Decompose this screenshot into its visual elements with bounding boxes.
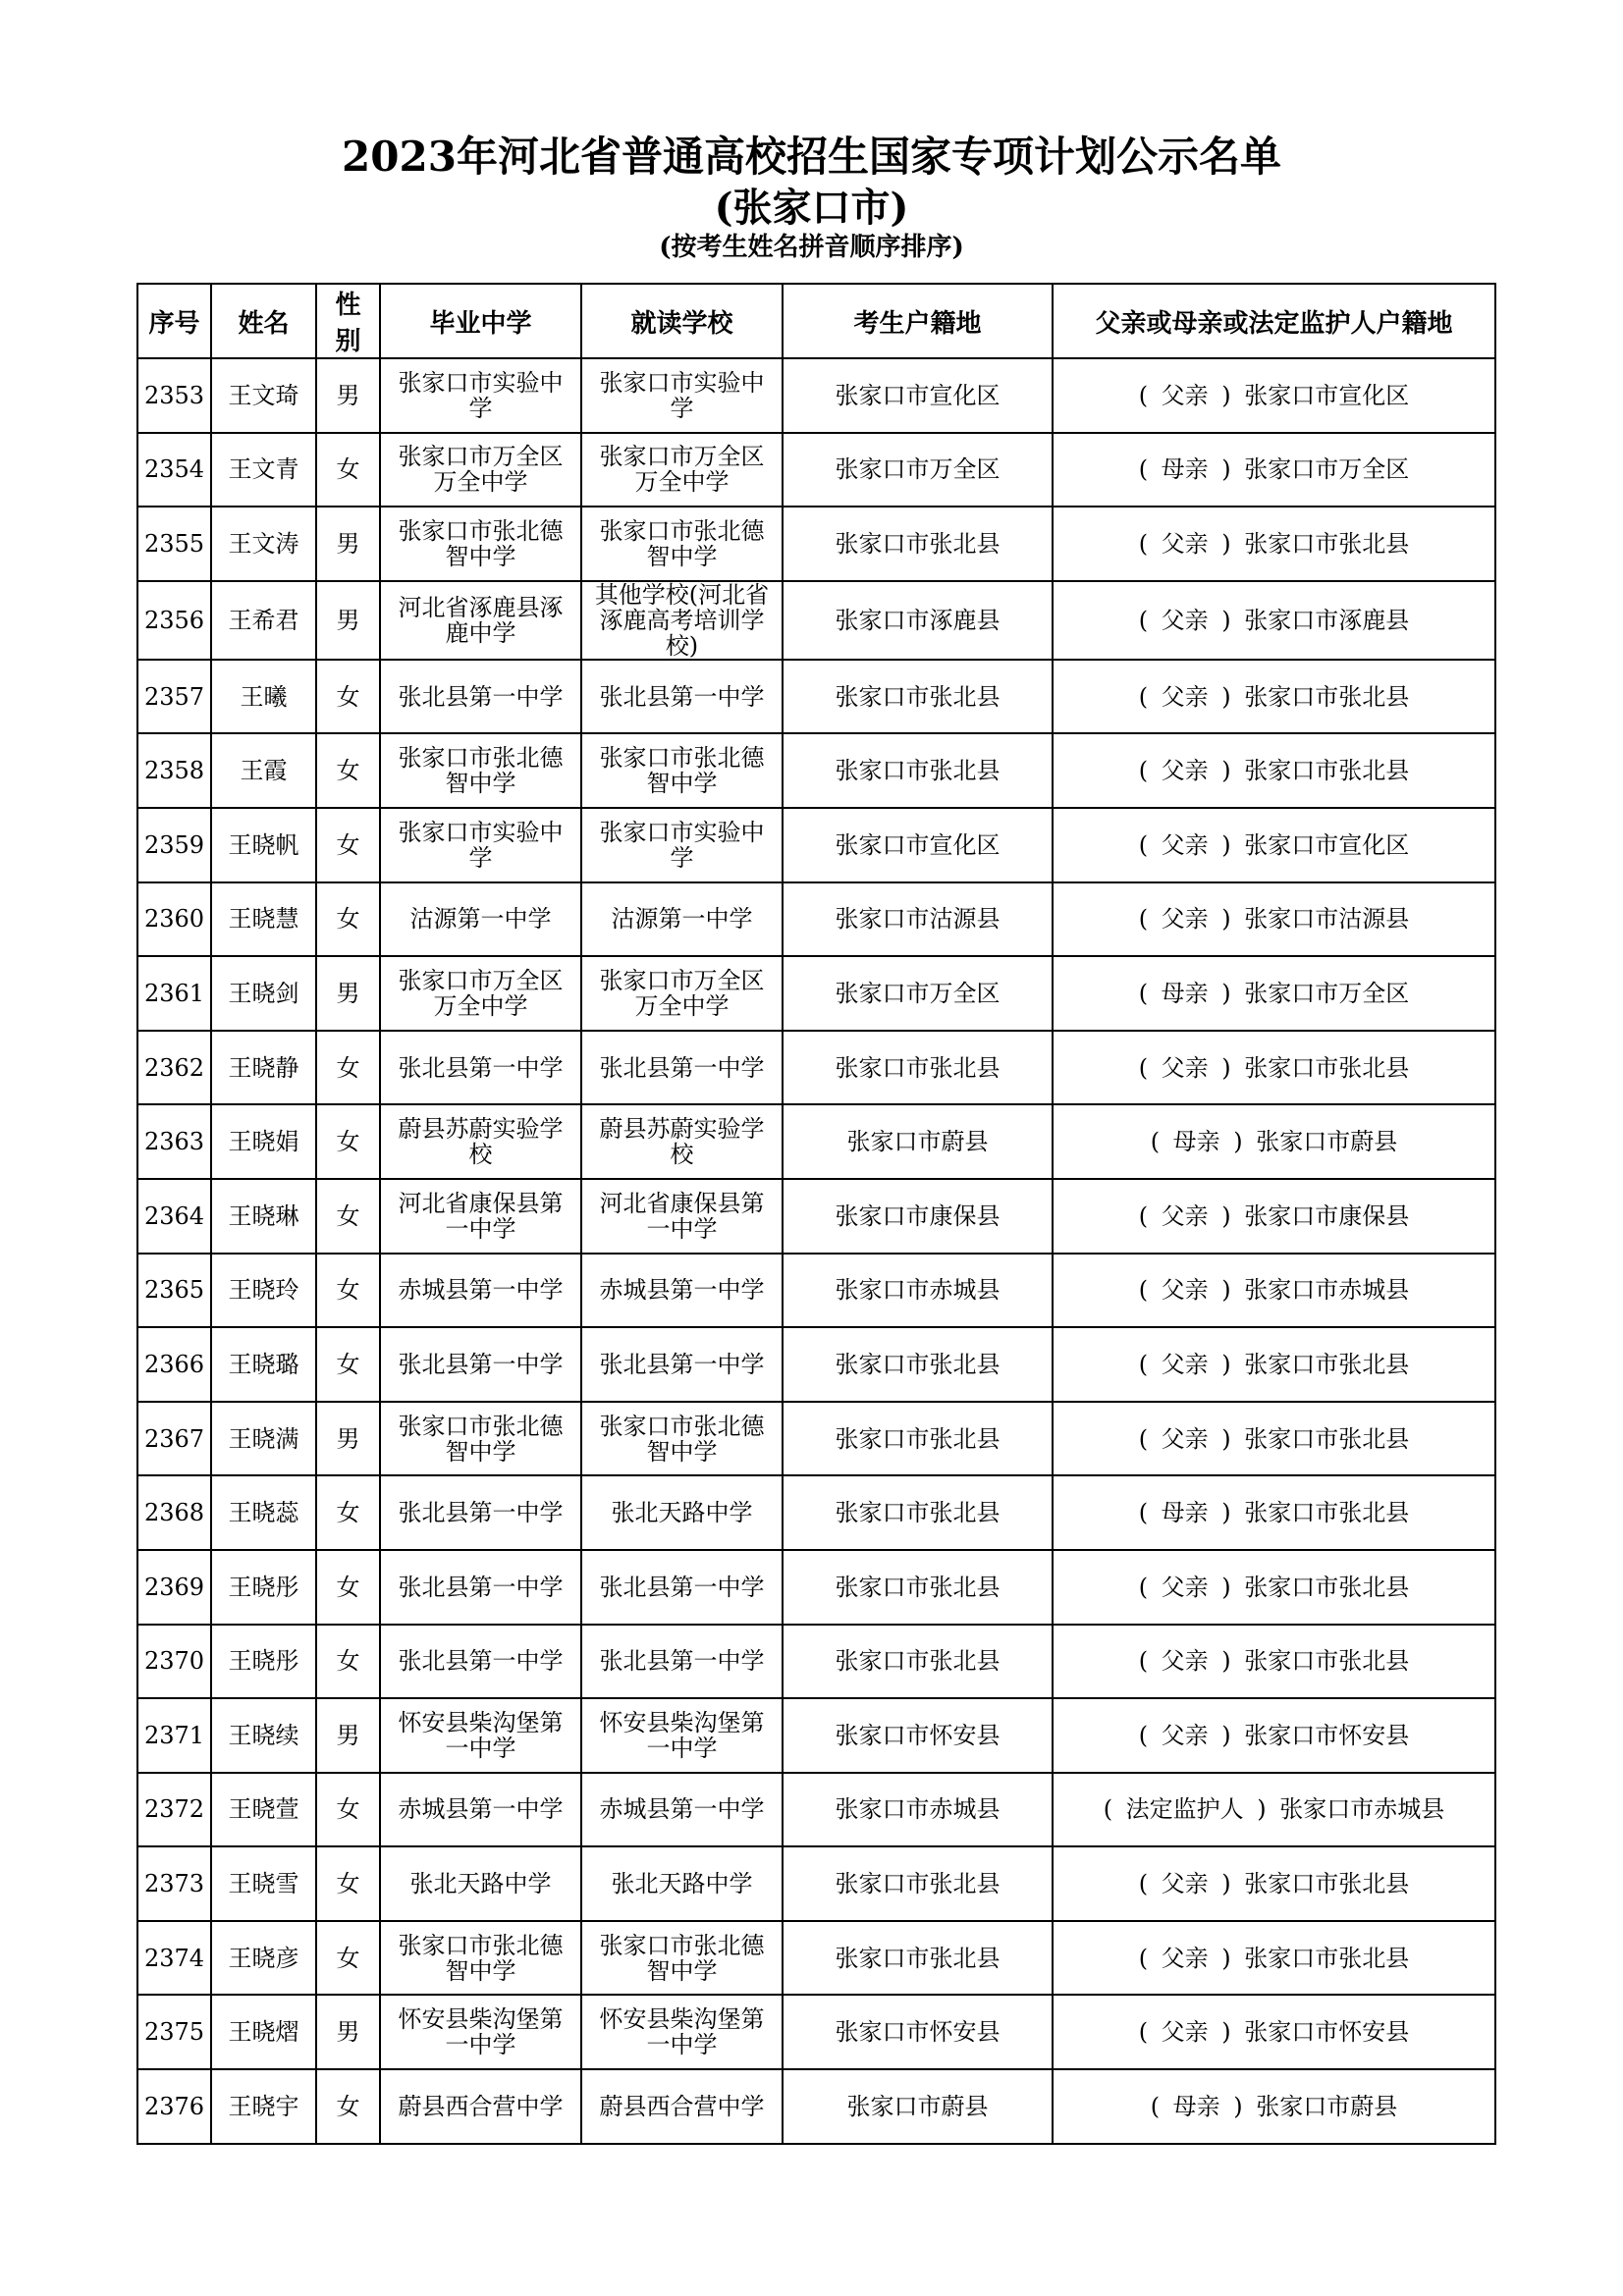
- sort-note: (按考生姓名拼音顺序排序): [659, 233, 964, 262]
- cell-no: 2374: [137, 1921, 211, 1996]
- cell-current-school: 沽源第一中学: [581, 882, 783, 957]
- cell-hukou: 张家口市赤城县: [783, 1773, 1053, 1847]
- cell-current-school: 张家口市张北德智中学: [581, 733, 783, 808]
- cell-grad-school: 张北县第一中学: [380, 1327, 581, 1402]
- cell-guardian-hukou: ( 父亲 ) 张家口市赤城县: [1053, 1254, 1495, 1328]
- cell-name: 王希君: [211, 581, 316, 660]
- cell-hukou: 张家口市赤城县: [783, 1254, 1053, 1328]
- table-row: [137, 1327, 1495, 1402]
- cell-name: 王晓璐: [211, 1327, 316, 1402]
- cell-gender: 男: [316, 1995, 380, 2069]
- cell-grad-school: 怀安县柴沟堡第一中学: [380, 1995, 581, 2069]
- cell-hukou: 张家口市张北县: [783, 1550, 1053, 1625]
- cell-guardian-hukou: ( 母亲 ) 张家口市蔚县: [1053, 2069, 1495, 2144]
- cell-guardian-hukou: ( 父亲 ) 张家口市张北县: [1053, 1402, 1495, 1476]
- cell-gender: 女: [316, 733, 380, 808]
- cell-gender: 女: [316, 1846, 380, 1921]
- cell-name: 王晓雪: [211, 1846, 316, 1921]
- cell-guardian-hukou: ( 父亲 ) 张家口市张北县: [1053, 1327, 1495, 1402]
- cell-hukou: 张家口市张北县: [783, 1846, 1053, 1921]
- cell-current-school: 张家口市万全区万全中学: [581, 433, 783, 507]
- cell-no: 2372: [137, 1773, 211, 1847]
- cell-grad-school: 张家口市万全区万全中学: [380, 433, 581, 507]
- cell-no: 2363: [137, 1104, 211, 1179]
- cell-grad-school: 张家口市张北德智中学: [380, 1921, 581, 1996]
- table-row: [137, 1104, 1495, 1179]
- table-row: [137, 733, 1495, 808]
- roster-table-header: [137, 284, 1495, 358]
- table-row: [137, 358, 1495, 433]
- cell-current-school: 张家口市万全区万全中学: [581, 956, 783, 1031]
- cell-grad-school: 张家口市万全区万全中学: [380, 956, 581, 1031]
- cell-grad-school: 张北县第一中学: [380, 1625, 581, 1699]
- cell-current-school: 赤城县第一中学: [581, 1254, 783, 1328]
- cell-name: 王晓琳: [211, 1179, 316, 1254]
- cell-hukou: 张家口市蔚县: [783, 1104, 1053, 1179]
- table-row: [137, 808, 1495, 882]
- table-row: [137, 956, 1495, 1031]
- cell-name: 王晓蕊: [211, 1475, 316, 1550]
- cell-gender: 女: [316, 2069, 380, 2144]
- cell-no: 2360: [137, 882, 211, 957]
- cell-no: 2364: [137, 1179, 211, 1254]
- cell-hukou: 张家口市涿鹿县: [783, 581, 1053, 660]
- cell-gender: 女: [316, 1104, 380, 1179]
- cell-gender: 男: [316, 507, 380, 581]
- table-row: [137, 1625, 1495, 1699]
- cell-guardian-hukou: ( 父亲 ) 张家口市张北县: [1053, 1846, 1495, 1921]
- table-row: [137, 1475, 1495, 1550]
- document-subtitle: (张家口市): [714, 185, 909, 231]
- cell-gender: 男: [316, 956, 380, 1031]
- header-gender: 性别: [316, 284, 380, 358]
- cell-no: 2373: [137, 1846, 211, 1921]
- cell-guardian-hukou: ( 母亲 ) 张家口市万全区: [1053, 433, 1495, 507]
- cell-no: 2368: [137, 1475, 211, 1550]
- cell-no: 2376: [137, 2069, 211, 2144]
- cell-current-school: 张北县第一中学: [581, 1550, 783, 1625]
- cell-hukou: 张家口市张北县: [783, 1475, 1053, 1550]
- cell-current-school: 张北县第一中学: [581, 1031, 783, 1105]
- header-no: 序号: [137, 284, 211, 358]
- cell-grad-school: 张北县第一中学: [380, 1031, 581, 1105]
- cell-hukou: 张家口市张北县: [783, 1625, 1053, 1699]
- cell-no: 2354: [137, 433, 211, 507]
- cell-no: 2371: [137, 1698, 211, 1773]
- table-row: [137, 2069, 1495, 2144]
- cell-current-school: 张北天路中学: [581, 1846, 783, 1921]
- cell-no: 2375: [137, 1995, 211, 2069]
- table-row: [137, 1179, 1495, 1254]
- table-row: [137, 1031, 1495, 1105]
- cell-grad-school: 张北天路中学: [380, 1846, 581, 1921]
- cell-guardian-hukou: ( 母亲 ) 张家口市蔚县: [1053, 1104, 1495, 1179]
- cell-name: 王晓满: [211, 1402, 316, 1476]
- cell-no: 2357: [137, 660, 211, 734]
- cell-name: 王晓剑: [211, 956, 316, 1031]
- cell-guardian-hukou: ( 父亲 ) 张家口市怀安县: [1053, 1995, 1495, 2069]
- table-row: [137, 1921, 1495, 1996]
- table-row: [137, 1402, 1495, 1476]
- cell-current-school: 怀安县柴沟堡第一中学: [581, 1698, 783, 1773]
- cell-name: 王文琦: [211, 358, 316, 433]
- cell-current-school: 张家口市实验中学: [581, 358, 783, 433]
- cell-hukou: 张家口市万全区: [783, 956, 1053, 1031]
- cell-gender: 女: [316, 1550, 380, 1625]
- cell-current-school: 张家口市张北德智中学: [581, 507, 783, 581]
- cell-grad-school: 蔚县苏蔚实验学校: [380, 1104, 581, 1179]
- table-row: [137, 882, 1495, 957]
- cell-guardian-hukou: ( 父亲 ) 张家口市张北县: [1053, 1031, 1495, 1105]
- cell-grad-school: 赤城县第一中学: [380, 1254, 581, 1328]
- cell-hukou: 张家口市张北县: [783, 507, 1053, 581]
- cell-name: 王晓玲: [211, 1254, 316, 1328]
- cell-gender: 女: [316, 433, 380, 507]
- cell-hukou: 张家口市万全区: [783, 433, 1053, 507]
- cell-grad-school: 河北省康保县第一中学: [380, 1179, 581, 1254]
- cell-current-school: 张北县第一中学: [581, 1327, 783, 1402]
- cell-grad-school: 张家口市张北德智中学: [380, 1402, 581, 1476]
- table-row: [137, 507, 1495, 581]
- cell-no: 2356: [137, 581, 211, 660]
- cell-hukou: 张家口市康保县: [783, 1179, 1053, 1254]
- cell-current-school: 赤城县第一中学: [581, 1773, 783, 1847]
- cell-no: 2367: [137, 1402, 211, 1476]
- header-row: [137, 284, 1495, 358]
- cell-guardian-hukou: ( 父亲 ) 张家口市涿鹿县: [1053, 581, 1495, 660]
- cell-no: 2369: [137, 1550, 211, 1625]
- document-title: 2023年河北省普通高校招生国家专项计划公示名单: [342, 133, 1281, 181]
- cell-name: 王晓慧: [211, 882, 316, 957]
- cell-guardian-hukou: ( 父亲 ) 张家口市沽源县: [1053, 882, 1495, 957]
- cell-guardian-hukou: ( 父亲 ) 张家口市宣化区: [1053, 358, 1495, 433]
- cell-hukou: 张家口市宣化区: [783, 358, 1053, 433]
- cell-no: 2370: [137, 1625, 211, 1699]
- cell-hukou: 张家口市怀安县: [783, 1698, 1053, 1773]
- cell-current-school: 张北县第一中学: [581, 1625, 783, 1699]
- cell-name: 王文青: [211, 433, 316, 507]
- cell-name: 王文涛: [211, 507, 316, 581]
- cell-grad-school: 蔚县西合营中学: [380, 2069, 581, 2144]
- cell-grad-school: 张家口市张北德智中学: [380, 507, 581, 581]
- cell-gender: 女: [316, 1179, 380, 1254]
- cell-name: 王晓熠: [211, 1995, 316, 2069]
- cell-name: 王晓彤: [211, 1550, 316, 1625]
- cell-hukou: 张家口市张北县: [783, 733, 1053, 808]
- header-hukou: 考生户籍地: [783, 284, 1053, 358]
- cell-grad-school: 张北县第一中学: [380, 1550, 581, 1625]
- cell-grad-school: 沽源第一中学: [380, 882, 581, 957]
- cell-no: 2359: [137, 808, 211, 882]
- header-grad-school: 毕业中学: [380, 284, 581, 358]
- table-row: [137, 1550, 1495, 1625]
- table-row: [137, 1254, 1495, 1328]
- cell-no: 2362: [137, 1031, 211, 1105]
- cell-current-school: 张北天路中学: [581, 1475, 783, 1550]
- table-row: [137, 1995, 1495, 2069]
- cell-grad-school: 张北县第一中学: [380, 660, 581, 734]
- cell-hukou: 张家口市张北县: [783, 660, 1053, 734]
- table-row: [137, 581, 1495, 660]
- cell-name: 王晓彦: [211, 1921, 316, 1996]
- cell-gender: 女: [316, 1921, 380, 1996]
- cell-guardian-hukou: ( 父亲 ) 张家口市张北县: [1053, 1921, 1495, 1996]
- header-name: 姓名: [211, 284, 316, 358]
- cell-grad-school: 张家口市实验中学: [380, 808, 581, 882]
- table-row: [137, 1846, 1495, 1921]
- cell-no: 2366: [137, 1327, 211, 1402]
- cell-hukou: 张家口市张北县: [783, 1921, 1053, 1996]
- cell-guardian-hukou: ( 父亲 ) 张家口市怀安县: [1053, 1698, 1495, 1773]
- header-current-school: 就读学校: [581, 284, 783, 358]
- cell-name: 王晓萱: [211, 1773, 316, 1847]
- cell-guardian-hukou: ( 父亲 ) 张家口市张北县: [1053, 507, 1495, 581]
- cell-guardian-hukou: ( 母亲 ) 张家口市张北县: [1053, 1475, 1495, 1550]
- cell-gender: 女: [316, 1625, 380, 1699]
- cell-grad-school: 怀安县柴沟堡第一中学: [380, 1698, 581, 1773]
- cell-grad-school: 张家口市实验中学: [380, 358, 581, 433]
- cell-no: 2365: [137, 1254, 211, 1328]
- table-row: [137, 1773, 1495, 1847]
- cell-gender: 女: [316, 1031, 380, 1105]
- cell-no: 2355: [137, 507, 211, 581]
- cell-current-school: 怀安县柴沟堡第一中学: [581, 1995, 783, 2069]
- cell-current-school: 其他学校(河北省涿鹿高考培训学校): [581, 581, 783, 660]
- cell-name: 王晓娟: [211, 1104, 316, 1179]
- cell-current-school: 蔚县西合营中学: [581, 2069, 783, 2144]
- cell-name: 王晓帆: [211, 808, 316, 882]
- cell-guardian-hukou: ( 父亲 ) 张家口市宣化区: [1053, 808, 1495, 882]
- cell-no: 2361: [137, 956, 211, 1031]
- cell-grad-school: 河北省涿鹿县涿鹿中学: [380, 581, 581, 660]
- cell-name: 王晓彤: [211, 1625, 316, 1699]
- cell-name: 王晓静: [211, 1031, 316, 1105]
- cell-hukou: 张家口市沽源县: [783, 882, 1053, 957]
- table-row: [137, 1698, 1495, 1773]
- cell-hukou: 张家口市宣化区: [783, 808, 1053, 882]
- cell-guardian-hukou: ( 父亲 ) 张家口市张北县: [1053, 733, 1495, 808]
- cell-no: 2353: [137, 358, 211, 433]
- cell-current-school: 张家口市张北德智中学: [581, 1921, 783, 1996]
- cell-guardian-hukou: ( 母亲 ) 张家口市万全区: [1053, 956, 1495, 1031]
- cell-name: 王晓宇: [211, 2069, 316, 2144]
- roster-table-body: [137, 358, 1495, 2144]
- cell-guardian-hukou: ( 父亲 ) 张家口市张北县: [1053, 660, 1495, 734]
- cell-gender: 男: [316, 1698, 380, 1773]
- cell-gender: 女: [316, 660, 380, 734]
- cell-current-school: 河北省康保县第一中学: [581, 1179, 783, 1254]
- cell-grad-school: 赤城县第一中学: [380, 1773, 581, 1847]
- cell-gender: 男: [316, 581, 380, 660]
- header-guardian-hukou: 父亲或母亲或法定监护人户籍地: [1053, 284, 1495, 358]
- cell-hukou: 张家口市张北县: [783, 1327, 1053, 1402]
- cell-guardian-hukou: ( 父亲 ) 张家口市张北县: [1053, 1625, 1495, 1699]
- cell-name: 王霞: [211, 733, 316, 808]
- cell-name: 王曦: [211, 660, 316, 734]
- cell-gender: 男: [316, 1402, 380, 1476]
- cell-hukou: 张家口市张北县: [783, 1402, 1053, 1476]
- cell-current-school: 张家口市张北德智中学: [581, 1402, 783, 1476]
- cell-gender: 女: [316, 1254, 380, 1328]
- table-row: [137, 660, 1495, 734]
- cell-current-school: 蔚县苏蔚实验学校: [581, 1104, 783, 1179]
- cell-guardian-hukou: ( 父亲 ) 张家口市康保县: [1053, 1179, 1495, 1254]
- cell-gender: 女: [316, 1773, 380, 1847]
- cell-guardian-hukou: ( 父亲 ) 张家口市张北县: [1053, 1550, 1495, 1625]
- cell-hukou: 张家口市怀安县: [783, 1995, 1053, 2069]
- cell-name: 王晓续: [211, 1698, 316, 1773]
- cell-current-school: 张家口市实验中学: [581, 808, 783, 882]
- roster-table: [136, 283, 1496, 2145]
- cell-gender: 男: [316, 358, 380, 433]
- cell-current-school: 张北县第一中学: [581, 660, 783, 734]
- cell-gender: 女: [316, 808, 380, 882]
- table-row: [137, 433, 1495, 507]
- cell-grad-school: 张家口市张北德智中学: [380, 733, 581, 808]
- cell-hukou: 张家口市张北县: [783, 1031, 1053, 1105]
- cell-hukou: 张家口市蔚县: [783, 2069, 1053, 2144]
- cell-no: 2358: [137, 733, 211, 808]
- cell-grad-school: 张北县第一中学: [380, 1475, 581, 1550]
- cell-gender: 女: [316, 1475, 380, 1550]
- cell-gender: 女: [316, 882, 380, 957]
- cell-gender: 女: [316, 1327, 380, 1402]
- cell-guardian-hukou: ( 法定监护人 ) 张家口市赤城县: [1053, 1773, 1495, 1847]
